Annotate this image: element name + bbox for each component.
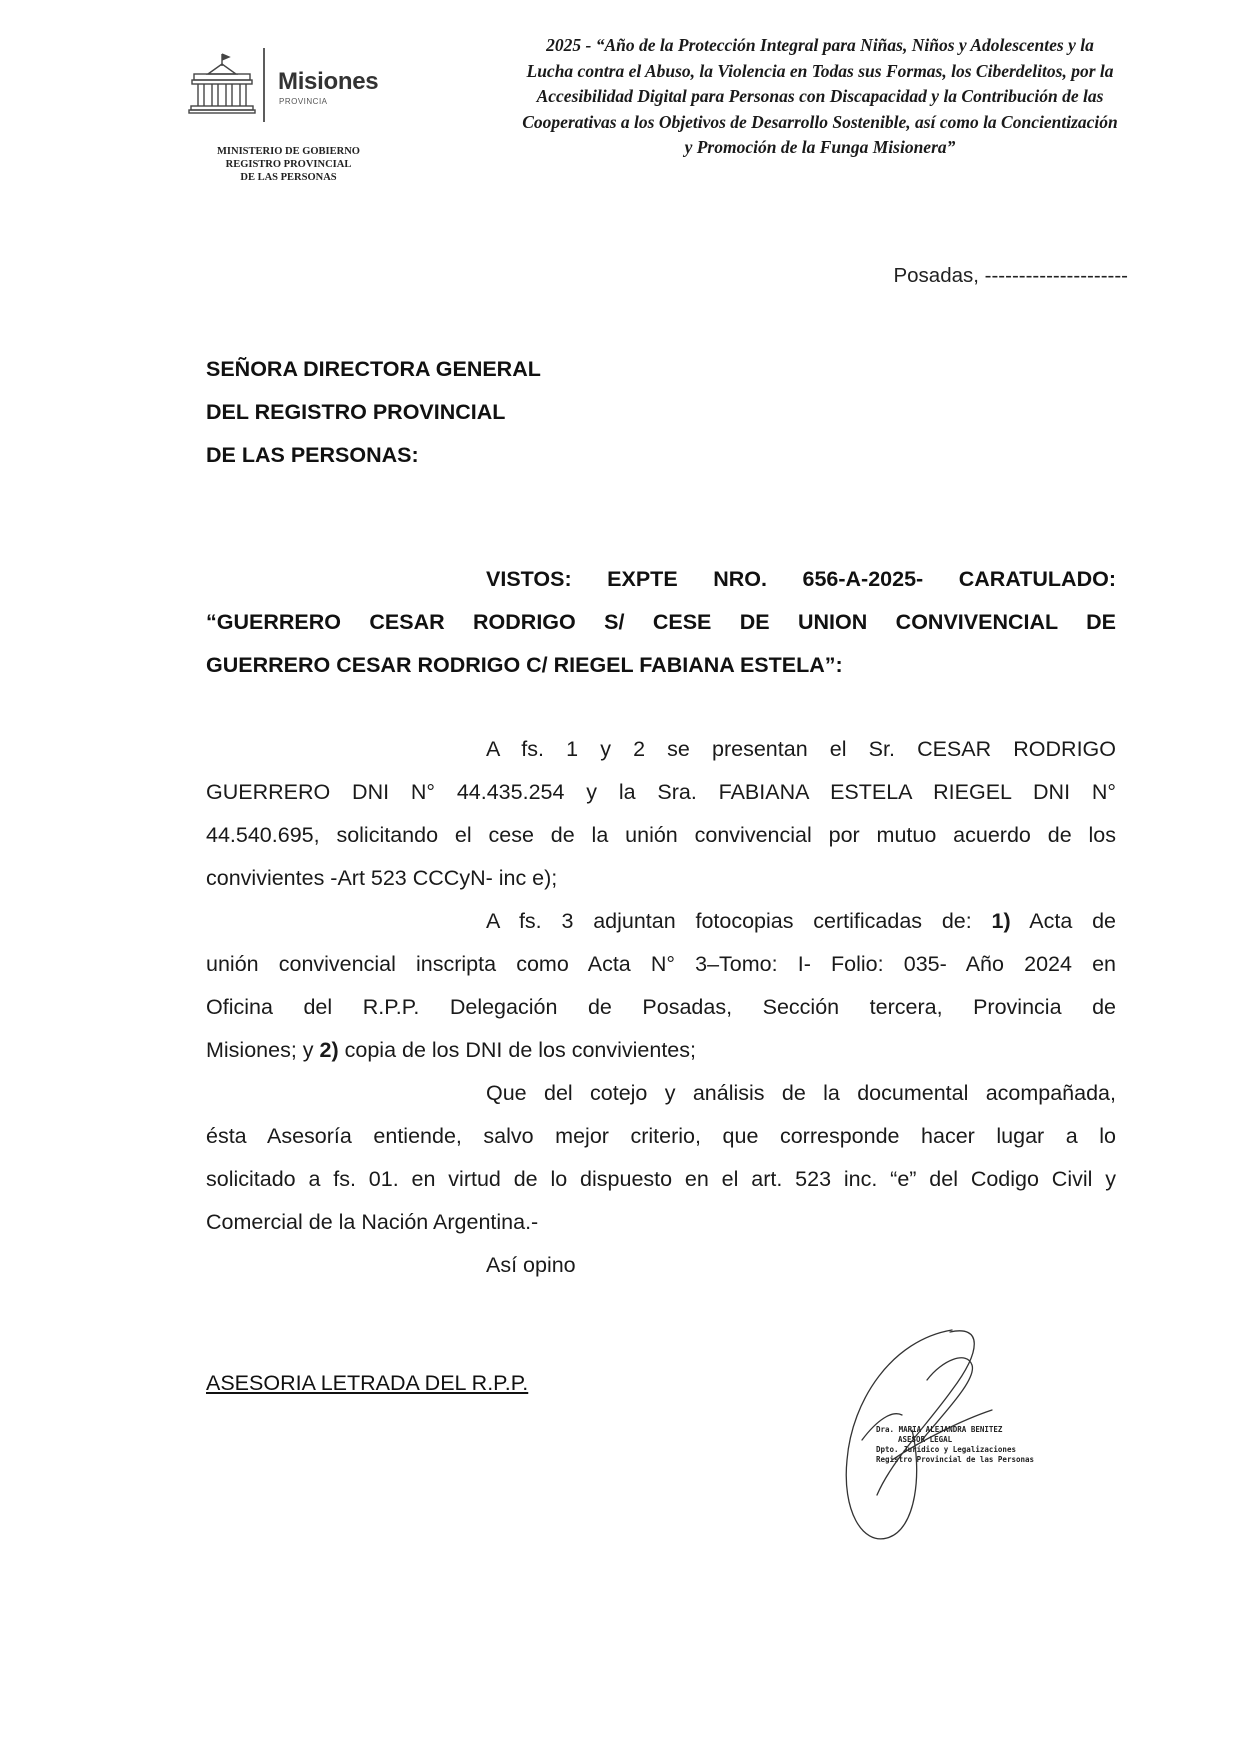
item-number: 2)	[319, 1038, 339, 1062]
body-line: 44.540.695, solicitando el cese de la unión convivencial por mutuo acuerdo de los	[206, 823, 1116, 847]
addressee-block	[206, 348, 541, 477]
legal-advisory-label: ASESORIA LETRADA DEL R.P.P.	[206, 1371, 529, 1395]
case-reference	[206, 558, 1116, 687]
body-line: GUERRERO DNI N° 44.435.254 y la Sra. FABIANA ESTELA RIEGEL DNI N°	[206, 780, 1116, 804]
stamp-line: ASESOR LEGAL	[898, 1435, 953, 1444]
body-text: Misiones; y	[206, 1038, 314, 1062]
signature-stamp	[876, 1425, 1035, 1465]
addressee-line: SEÑORA DIRECTORA GENERAL	[206, 357, 541, 381]
motto-line: y Promoción de la Funga Misionera”	[684, 137, 956, 157]
body-line: ésta Asesoría entiende, salvo mejor criterio, que corresponde hacer lugar a lo	[206, 1124, 1116, 1148]
logo-name: Misiones	[278, 68, 379, 95]
body-line: Que del cotejo y análisis de la documental acompañada,	[486, 1081, 1116, 1105]
case-line: “GUERRERO CESAR RODRIGO S/ CESE DE UNION CONVIVENCIAL DE	[206, 610, 1116, 634]
ministry-line: DE LAS PERSONAS	[240, 172, 337, 183]
body-text: copia de los DNI de los convivientes;	[344, 1038, 696, 1062]
stamp-line: Dra. MARIA ALEJANDRA BENITEZ	[876, 1425, 1003, 1434]
addressee-line: DE LAS PERSONAS:	[206, 443, 419, 467]
body-line: solicitado a fs. 01. en virtud de lo dispuesto en el art. 523 inc. “e” del Codigo Civil y	[206, 1167, 1116, 1191]
building-icon	[188, 46, 268, 124]
year-motto	[455, 33, 1185, 161]
misiones-logo	[188, 46, 388, 124]
logo-subtitle: PROVINCIA	[279, 97, 328, 106]
addressee-line: DEL REGISTRO PROVINCIAL	[206, 400, 506, 424]
body-line: Oficina del R.P.P. Delegación de Posadas, Sección tercera, Provincia de	[206, 995, 1116, 1019]
motto-line: Cooperativas a los Objetivos de Desarrollo Sostenible, así como la Concientización	[522, 111, 1118, 132]
stamp-line: Dpto. Jurídico y Legalizaciones	[876, 1445, 1016, 1454]
body-line	[206, 900, 1116, 943]
motto-line: 2025 - “Año de la Protección Integral para Niñas, Niños y Adolescentes y la	[546, 35, 1094, 55]
item-number: 1)	[991, 909, 1011, 933]
document-body	[206, 728, 1116, 1287]
body-line: A fs. 1 y 2 se presentan el Sr. CESAR RODRIGO	[486, 737, 1116, 761]
case-line: VISTOS: EXPTE NRO. 656-A-2025- CARATULADO:	[486, 567, 1116, 591]
body-line: convivientes -Art 523 CCCyN- inc e);	[206, 866, 558, 890]
motto-line: Accesibilidad Digital para Personas con Discapacidad y la Contribución de las	[536, 86, 1104, 106]
stamp-line: Registro Provincial de las Personas	[876, 1455, 1035, 1464]
place-date: Posadas, ---------------------	[893, 264, 1128, 287]
closing-line: Así opino	[486, 1253, 576, 1277]
ministry-line: MINISTERIO DE GOBIERNO	[217, 146, 360, 157]
body-line: Comercial de la Nación Argentina.-	[206, 1210, 539, 1234]
body-line	[206, 1029, 1116, 1072]
body-line: unión convivencial inscripta como Acta N° 3–Tomo: I- Folio: 035- Año 2024 en	[206, 952, 1116, 976]
ministry-heading	[196, 145, 381, 184]
motto-line: Lucha contra el Abuso, la Violencia en Todas sus Formas, los Ciberdelitos, por la	[526, 60, 1114, 81]
body-text: Acta de	[1029, 909, 1116, 933]
case-line: GUERRERO CESAR RODRIGO C/ RIEGEL FABIANA ESTELA”:	[206, 653, 843, 677]
ministry-line: REGISTRO PROVINCIAL	[225, 159, 352, 170]
body-text: A fs. 3 adjuntan fotocopias certificadas de:	[486, 909, 972, 933]
